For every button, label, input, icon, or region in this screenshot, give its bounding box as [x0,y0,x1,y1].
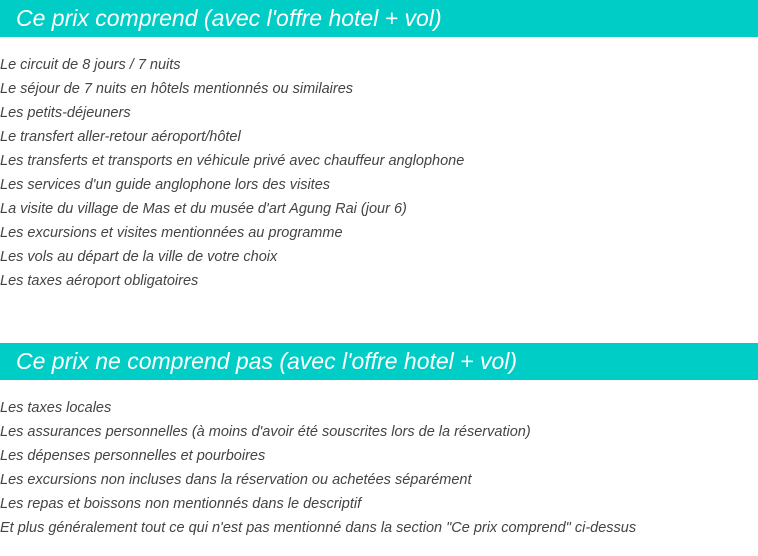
excluded-list [0,380,758,540]
included-item: Le transfert aller-retour aéroport/hôtel [0,129,241,145]
included-item: Les petits-déjeuners [0,105,131,121]
included-item: Les transferts et transports en véhicule privé avec chauffeur anglophone [0,153,465,169]
included-item: Le circuit de 8 jours / 7 nuits [0,57,181,73]
excluded-item: Les dépenses personnelles et pourboires [0,448,266,464]
excluded-item: Et plus généralement tout ce qui n'est pas mentionné dans la section "Ce prix comprend" ci-dessus [0,520,637,536]
excluded-section [0,343,758,540]
excluded-title: Ce prix ne comprend pas (avec l'offre hotel + vol) [0,343,758,380]
included-item: La visite du village de Mas et du musée d'art Agung Rai (jour 6) [0,201,407,217]
excluded-item: Les repas et boissons non mentionnés dans le descriptif [0,496,362,512]
included-item: Le séjour de 7 nuits en hôtels mentionnés ou similaires [0,81,354,97]
included-item: Les services d'un guide anglophone lors des visites [0,177,331,193]
excluded-item: Les excursions non incluses dans la réservation ou achetées séparément [0,472,472,488]
included-item: Les excursions et visites mentionnées au programme [0,225,343,241]
excluded-item: Les taxes locales [0,400,112,416]
excluded-item: Les assurances personnelles (à moins d'avoir été souscrites lors de la réservation) [0,424,531,440]
included-item: Les vols au départ de la ville de votre choix [0,249,278,265]
included-title: Ce prix comprend (avec l'offre hotel + vol) [0,0,758,37]
included-item: Les taxes aéroport obligatoires [0,273,199,289]
included-list [0,37,758,293]
